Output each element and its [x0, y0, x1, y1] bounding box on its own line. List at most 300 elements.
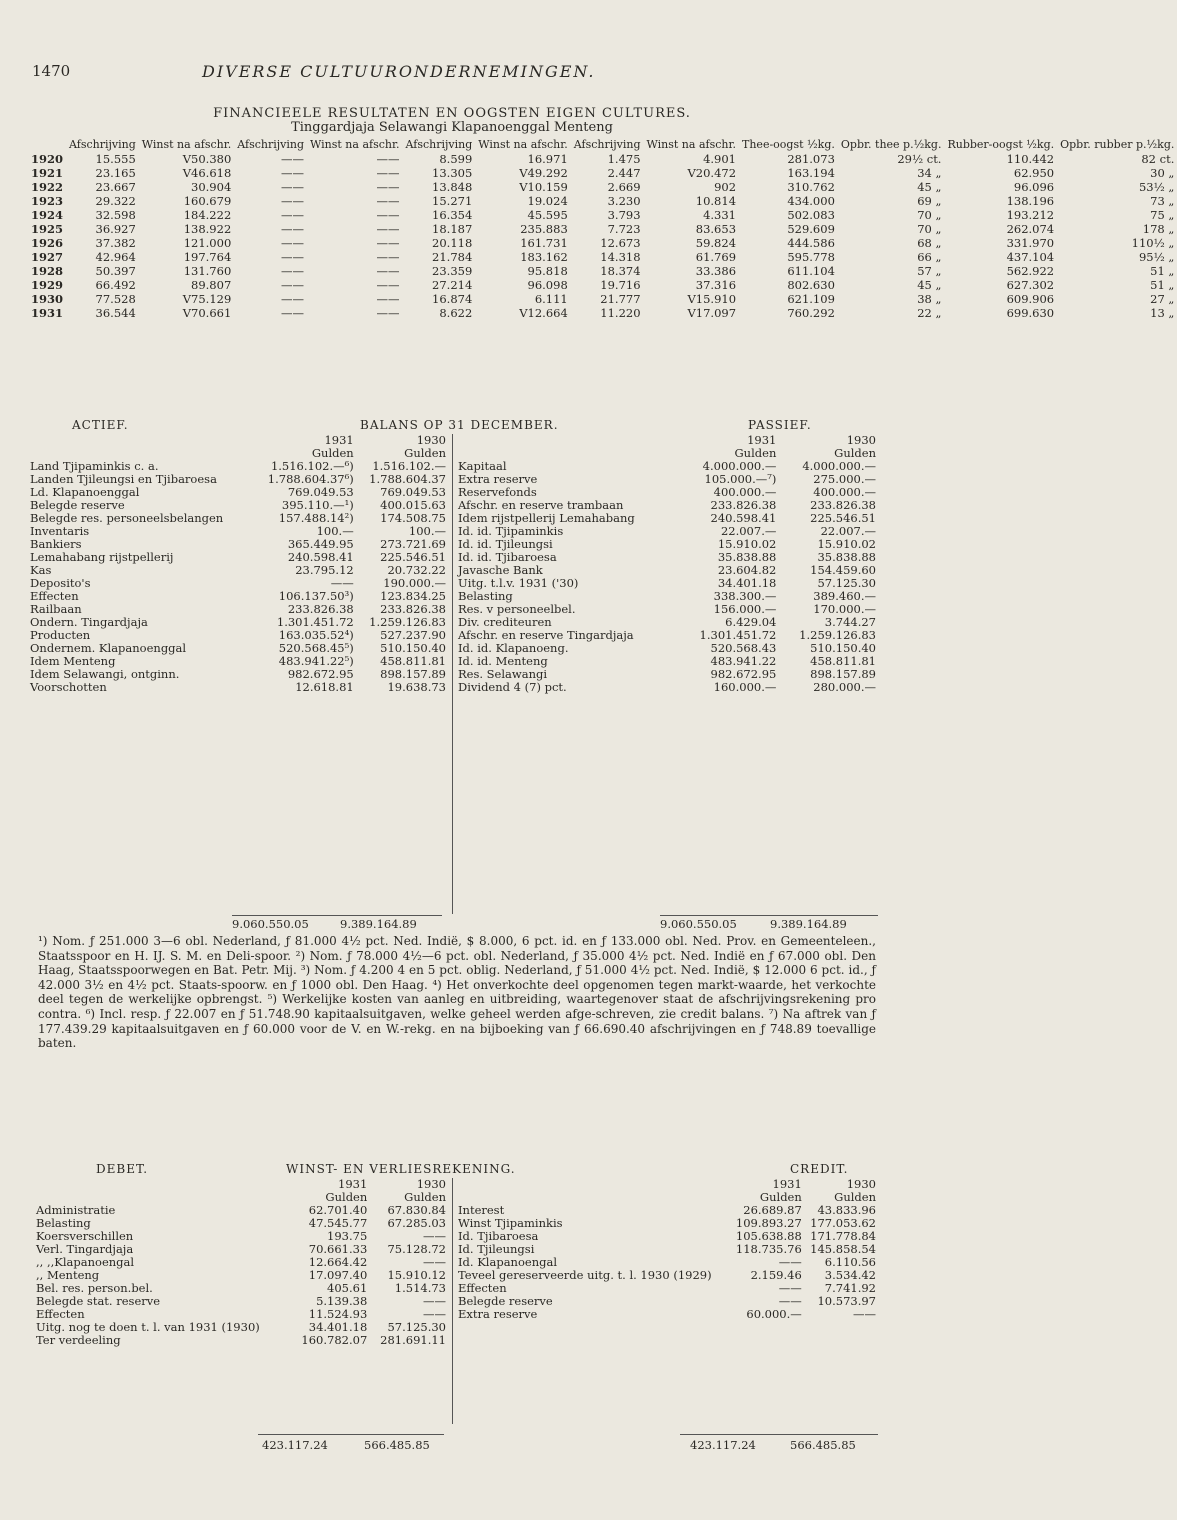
- fin-subtitle: Tinggardjaja Selawangi Klapanoenggal Menteng: [291, 120, 613, 135]
- fin-col-header: Rubber-oogst ½kg.: [947, 138, 1055, 151]
- ledger-value-1930: 57.125.30: [387, 1320, 446, 1334]
- fin-col-header: Winst na afschr.: [646, 138, 737, 151]
- ledger-item-label: Ondern. Tingardjaja: [30, 615, 148, 629]
- ledger-value-1931: 160.000.—: [713, 680, 777, 694]
- debet-total-1930: 566.485.85: [364, 1438, 430, 1452]
- table-cell: 11.220: [600, 306, 641, 320]
- ledger-item-label: Teveel gereserveerde uitg. t. l. 1930 (1929): [458, 1268, 712, 1282]
- ledger-value-1931: 12.618.81: [295, 680, 354, 694]
- table-cell: 444.586: [787, 236, 835, 250]
- ledger-value-1931: 118.735.76: [735, 1242, 802, 1256]
- table-cell: 66.492: [95, 278, 136, 292]
- ledger-item-label: Afschr. en reserve Tingardjaja: [458, 628, 634, 642]
- ledger-item-label: ,, Menteng: [36, 1268, 100, 1282]
- fin-body: [28, 152, 1177, 320]
- table-cell: ——: [281, 194, 305, 208]
- ledger-value-1930: 898.157.89: [380, 667, 446, 681]
- table-cell: 197.764: [183, 250, 232, 264]
- ledger-item-label: Kapitaal: [458, 459, 507, 473]
- ledger-value-1931: ——: [330, 576, 354, 590]
- table-cell: 38 „: [917, 292, 942, 306]
- year-cell: 1930: [31, 292, 64, 306]
- ledger-value-1931: 157.488.14²): [278, 511, 354, 525]
- fin-title: FINANCIEELE RESULTATEN EN OOGSTEN EIGEN CULTURES.: [213, 106, 691, 121]
- ledger-value-1931: 4.000.000.—: [702, 459, 777, 473]
- ledger-value-1931: 156.000.—: [713, 602, 777, 616]
- ledger-value-1930: 154.459.60: [810, 563, 876, 577]
- ledger-value-1930: 35.838.88: [817, 550, 876, 564]
- table-row: [28, 166, 1177, 180]
- fin-col-header: Opbr. thee p.½kg.: [840, 138, 942, 151]
- table-cell: 21.784: [432, 250, 473, 264]
- footnotes: ¹) Nom. ƒ 251.000 3—6 obl. Nederland, ƒ 81.000 4½ pct. Ned. Indië, $ 8.000, 6 pct. id. en ƒ 133.000 obl. Ned. Prov. en Gemeenteleen., Staatsspoor en H. IJ. S. M. en Deli-spoor. ²) Nom. ƒ 78.000 4½—6 pct. obl. Nederland, ƒ 35.000 4½ pct. Ned. Indië en ƒ 67.000 obl. Den Haag, Staatsspoorwegen en Bat. Petr. Mij. ³) Nom. ƒ 4.200 4 en 5 pct. oblig. Nederland, ƒ 51.000 4½ pct. Ned. Indië, $ 12.000 6 pct. id., ƒ 42.000 3½ en 4½ pct. Staats-spoorw. en ƒ 1000 obl. Den Haag. ⁴) Het onverkochte deel opgenomen tegen markt-waarde, het verkochte deel tegen de werkelijke opbrengst. ⁵) Werkelijke kosten van aanleg en uitbreiding, waartegenover staat de afschrijvingsrekening pro contra. ⁶) Incl. resp. ƒ 22.007 en ƒ 51.748.90 kapitaalsuitgaven, welke geheel werden afge-schreven, zie credit balans. ⁷) Na aftrek van ƒ 177.439.29 kapitaalsuitgaven en ƒ 60.000 voor de V. en W.-rekg. en na bijboeking van ƒ 66.690.40 afschrijvingen en ƒ 748.89 toevallige baten.: [38, 934, 876, 1051]
- table-cell: 51 „: [1150, 278, 1175, 292]
- table-cell: 3.230: [607, 194, 641, 208]
- ledger-row: [34, 1204, 448, 1217]
- passief-year-1931: 1931: [747, 433, 777, 447]
- table-cell: ——: [281, 152, 305, 166]
- ledger-value-1930: 67.285.03: [387, 1216, 446, 1230]
- ledger-value-1930: 1.788.604.37: [369, 472, 446, 486]
- ledger-item-label: Res. Selawangi: [458, 667, 548, 681]
- ledger-value-1931: 193.75: [327, 1229, 368, 1243]
- table-cell: 73 „: [1150, 194, 1175, 208]
- ledger-value-1930: ——: [423, 1255, 446, 1269]
- ledger-value-1931: 982.672.95: [287, 667, 354, 681]
- ledger-value-1931: 23.795.12: [295, 563, 354, 577]
- table-cell: 30.904: [191, 180, 232, 194]
- table-cell: 235.883: [520, 222, 568, 236]
- table-cell: 66 „: [917, 250, 942, 264]
- actief-head-blank: [28, 434, 253, 447]
- running-header: [32, 62, 864, 86]
- ledger-value-1931: 105.000.—⁷): [704, 472, 777, 486]
- ledger-value-1931: 163.035.52⁴): [278, 628, 354, 642]
- table-cell: 18.187: [432, 222, 473, 236]
- table-cell: 36.927: [95, 222, 136, 236]
- actief-year-1931: 1931: [324, 433, 354, 447]
- table-cell: 13.305: [432, 166, 473, 180]
- ledger-value-1930: 15.910.12: [387, 1268, 446, 1282]
- table-row: [28, 222, 1177, 236]
- table-cell: V17.097: [687, 306, 737, 320]
- table-cell: 4.901: [703, 152, 737, 166]
- table-cell: 82 ct.: [1141, 152, 1175, 166]
- table-cell: 27 „: [1150, 292, 1175, 306]
- table-cell: 178 „: [1142, 222, 1175, 236]
- year-cell: 1923: [31, 194, 64, 208]
- ledger-value-1930: 6.110.56: [824, 1255, 876, 1269]
- ledger-value-1930: 281.691.11: [380, 1333, 446, 1347]
- passief-total-rule: [660, 915, 878, 916]
- fin-header-year: [28, 138, 66, 152]
- table-cell: 902: [714, 180, 737, 194]
- table-cell: ——: [281, 180, 305, 194]
- ledger-item-label: Res. v personeelbel.: [458, 602, 576, 616]
- ledger-value-1931: 160.782.07: [301, 1333, 368, 1347]
- ledger-value-1931: 11.524.93: [308, 1307, 368, 1321]
- passief-unit-1931: Gulden: [734, 446, 777, 460]
- ledger-value-1931: 338.300.—: [713, 589, 777, 603]
- ledger-item-label: Effecten: [30, 589, 79, 603]
- table-cell: 32.598: [95, 208, 136, 222]
- ledger-value-1931: 5.139.38: [316, 1294, 368, 1308]
- table-cell: 760.292: [787, 306, 835, 320]
- table-cell: 50.397: [95, 264, 136, 278]
- passief-unit-1930: Gulden: [834, 446, 876, 460]
- table-row: [28, 306, 1177, 320]
- debet-total-1931: 423.117.24: [262, 1438, 328, 1452]
- table-cell: ——: [376, 250, 400, 264]
- table-cell: 23.165: [95, 166, 136, 180]
- fin-col-header: Winst na afschr.: [310, 138, 400, 151]
- ledger-value-1931: 1.301.451.72: [276, 615, 354, 629]
- table-cell: 22 „: [917, 306, 942, 320]
- ledger-value-1931: 483.941.22: [710, 654, 777, 668]
- table-cell: ——: [376, 236, 400, 250]
- ledger-value-1931: 1.516.102.—⁶): [270, 459, 354, 473]
- ledger-row: [28, 512, 448, 525]
- year-cell: 1927: [31, 250, 64, 264]
- ledger-item-label: Idem rijstpellerij Lemahabang: [458, 511, 635, 525]
- fin-col-header: Afschrijving: [69, 138, 136, 151]
- ledger-item-label: Ld. Klapanoenggal: [30, 485, 140, 499]
- ledger-value-1931: 60.000.—: [746, 1307, 802, 1321]
- ledger-value-1930: 190.000.—: [383, 576, 446, 590]
- ledger-value-1930: 1.259.126.83: [369, 615, 446, 629]
- table-cell: 310.762: [787, 180, 835, 194]
- year-cell: 1922: [31, 180, 64, 194]
- ledger-item-label: Extra reserve: [458, 472, 538, 486]
- table-cell: 96.098: [527, 278, 568, 292]
- table-cell: 2.669: [607, 180, 641, 194]
- ledger-item-label: Extra reserve: [458, 1307, 538, 1321]
- year-cell: 1925: [31, 222, 64, 236]
- ledger-row: [28, 551, 448, 564]
- debet-year-1931: 1931: [338, 1177, 368, 1191]
- table-cell: ——: [281, 236, 305, 250]
- ledger-item-label: Id. Tjileungsi: [458, 1242, 535, 1256]
- debet-total-rule: [258, 1434, 444, 1435]
- ledger-value-1931: 769.049.53: [287, 485, 354, 499]
- table-cell: V46.618: [182, 166, 232, 180]
- table-cell: 110.442: [1006, 152, 1055, 166]
- ledger-value-1931: 520.568.45⁵): [278, 641, 354, 655]
- table-cell: 77.528: [95, 292, 136, 306]
- ledger-value-1931: 12.664.42: [308, 1255, 368, 1269]
- fin-col-header: Winst na afschr.: [478, 138, 568, 151]
- year-cell: 1920: [31, 152, 64, 166]
- actief-table: [28, 434, 448, 694]
- table-cell: 68 „: [917, 236, 942, 250]
- table-cell: 10.814: [695, 194, 737, 208]
- table-cell: 29½ ct.: [897, 152, 942, 166]
- ledger-value-1930: 171.778.84: [810, 1229, 876, 1243]
- passief-year-1930: 1930: [846, 433, 876, 447]
- ledger-item-label: ,, ,,Klapanoengal: [36, 1255, 135, 1269]
- table-cell: 19.024: [527, 194, 568, 208]
- ledger-value-1930: 57.125.30: [817, 576, 876, 590]
- ledger-item-label: Id. id. Tjileungsi: [458, 537, 553, 551]
- balans-title: BALANS OP 31 DECEMBER.: [360, 418, 559, 432]
- ledger-item-label: Effecten: [36, 1307, 85, 1321]
- table-cell: 802.630: [787, 278, 835, 292]
- table-cell: 1.475: [607, 152, 641, 166]
- table-cell: 20.118: [432, 236, 473, 250]
- table-cell: 183.162: [520, 250, 568, 264]
- page-number: 1470: [32, 62, 71, 80]
- table-cell: V20.472: [687, 166, 737, 180]
- actief-label: ACTIEF.: [72, 418, 129, 432]
- table-cell: ——: [376, 278, 400, 292]
- ledger-value-1930: 275.000.—: [813, 472, 876, 486]
- debet-year-1930: 1930: [416, 1177, 446, 1191]
- table-cell: ——: [376, 194, 400, 208]
- ledger-item-label: Belegde reserve: [458, 1294, 553, 1308]
- table-cell: 131.760: [183, 264, 232, 278]
- year-cell: 1931: [31, 306, 64, 320]
- table-cell: 331.970: [1006, 236, 1055, 250]
- ledger-item-label: Effecten: [458, 1281, 507, 1295]
- table-cell: 434.000: [787, 194, 835, 208]
- ledger-item-label: Voorschotten: [30, 680, 107, 694]
- table-cell: 562.922: [1006, 264, 1055, 278]
- table-row: [28, 152, 1177, 166]
- table-cell: 62.950: [1013, 166, 1055, 180]
- table-cell: 37.382: [95, 236, 136, 250]
- ledger-row: [456, 1269, 878, 1282]
- ledger-value-1931: 109.893.27: [735, 1216, 802, 1230]
- ledger-item-label: Belegde stat. reserve: [36, 1294, 161, 1308]
- table-cell: 110½ „: [1131, 236, 1175, 250]
- table-cell: 45.595: [527, 208, 568, 222]
- table-row: [28, 194, 1177, 208]
- ledger-item-label: Administratie: [36, 1203, 116, 1217]
- ledger-item-label: Producten: [30, 628, 91, 642]
- table-cell: 23.667: [95, 180, 136, 194]
- table-cell: 95½ „: [1138, 250, 1175, 264]
- table-cell: ——: [281, 222, 305, 236]
- table-cell: 18.374: [600, 264, 641, 278]
- ledger-item-label: Landen Tjileungsi en Tjibaroesa: [30, 472, 217, 486]
- ledger-value-1930: ——: [423, 1307, 446, 1321]
- table-cell: 8.622: [439, 306, 473, 320]
- ledger-value-1931: 70.661.33: [308, 1242, 368, 1256]
- ledger-value-1931: 47.545.77: [308, 1216, 368, 1230]
- ledger-value-1930: 3.534.42: [824, 1268, 876, 1282]
- ledger-item-label: Belegde reserve: [30, 498, 125, 512]
- ledger-item-label: Belasting: [36, 1216, 91, 1230]
- ledger-item-label: Ter verdeeling: [36, 1333, 121, 1347]
- table-cell: 19.716: [600, 278, 641, 292]
- ledger-value-1931: 35.838.88: [717, 550, 777, 564]
- ledger-row: [456, 1308, 878, 1321]
- table-cell: 33.386: [695, 264, 737, 278]
- table-cell: 21.777: [600, 292, 641, 306]
- fin-col-header: Afschrijving: [573, 138, 641, 151]
- table-cell: V49.292: [519, 166, 568, 180]
- table-cell: ——: [376, 152, 400, 166]
- table-cell: 37.316: [695, 278, 737, 292]
- ledger-value-1930: 898.157.89: [810, 667, 876, 681]
- ledger-value-1931: 2.159.46: [750, 1268, 802, 1282]
- table-cell: 89.807: [191, 278, 232, 292]
- table-cell: 138.922: [183, 222, 232, 236]
- ledger-item-label: Belegde res. personeelsbelangen: [30, 511, 224, 525]
- ledger-item-label: Deposito's: [30, 576, 91, 590]
- balans-divider: [452, 434, 453, 914]
- table-cell: 16.971: [527, 152, 568, 166]
- ledger-item-label: Id. id. Tjibaroesa: [458, 550, 557, 564]
- ledger-item-label: Belasting: [458, 589, 513, 603]
- ledger-item-label: Id. id. Tjipaminkis: [458, 524, 564, 538]
- table-cell: 59.824: [695, 236, 737, 250]
- table-row: [28, 292, 1177, 306]
- table-cell: 13 „: [1150, 306, 1175, 320]
- ledger-value-1930: 280.000.—: [813, 680, 876, 694]
- table-cell: 163.194: [787, 166, 835, 180]
- ledger-value-1930: 510.150.40: [380, 641, 446, 655]
- table-cell: 30 „: [1150, 166, 1175, 180]
- ledger-item-label: Id. id. Klapanoeng.: [458, 641, 569, 655]
- table-cell: 57 „: [917, 264, 942, 278]
- table-cell: 699.630: [1006, 306, 1055, 320]
- fin-col-header: Winst na afschr.: [141, 138, 232, 151]
- table-cell: 6.111: [534, 292, 568, 306]
- year-cell: 1921: [31, 166, 64, 180]
- ledger-value-1930: 4.000.000.—: [802, 459, 876, 473]
- table-cell: 45 „: [917, 278, 942, 292]
- ledger-value-1931: ——: [778, 1294, 802, 1308]
- passief-table: [456, 434, 878, 694]
- ledger-value-1931: 1.301.451.72: [699, 628, 777, 642]
- ledger-row: [34, 1334, 448, 1347]
- ledger-item-label: Id. id. Menteng: [458, 654, 548, 668]
- ledger-value-1930: 7.741.92: [824, 1281, 876, 1295]
- table-row: [28, 250, 1177, 264]
- table-cell: 529.609: [787, 222, 835, 236]
- actief-total-1931: 9.060.550.05: [232, 917, 309, 931]
- fin-col-header: Opbr. rubber p.½kg.: [1060, 138, 1175, 151]
- table-cell: 23.359: [432, 264, 473, 278]
- table-cell: 51 „: [1150, 264, 1175, 278]
- table-cell: 193.212: [1006, 208, 1055, 222]
- ledger-value-1930: 389.460.—: [813, 589, 876, 603]
- ledger-value-1930: 20.732.22: [387, 563, 446, 577]
- debet-head-blank: [34, 1178, 291, 1191]
- ledger-item-label: Land Tjipaminkis c. a.: [30, 459, 159, 473]
- table-cell: V70.661: [182, 306, 232, 320]
- table-row: [28, 180, 1177, 194]
- table-cell: 161.731: [520, 236, 568, 250]
- credit-total-1931: 423.117.24: [690, 1438, 756, 1452]
- year-cell: 1924: [31, 208, 64, 222]
- table-cell: 75 „: [1150, 208, 1175, 222]
- credit-label: CREDIT.: [790, 1162, 849, 1176]
- ledger-value-1931: 233.826.38: [287, 602, 354, 616]
- fin-col-header: Afschrijving: [405, 138, 473, 151]
- table-cell: ——: [281, 306, 305, 320]
- ledger-value-1930: 233.826.38: [810, 498, 876, 512]
- debet-unit-1930: Gulden: [404, 1190, 446, 1204]
- ledger-item-label: Uitg. nog te doen t. l. van 1931 (1930): [36, 1320, 260, 1334]
- debet-label: DEBET.: [96, 1162, 149, 1176]
- table-cell: ——: [376, 180, 400, 194]
- ledger-value-1930: 3.744.27: [824, 615, 876, 629]
- table-cell: 83.653: [695, 222, 737, 236]
- table-cell: 70 „: [917, 222, 942, 236]
- ledger-value-1930: 145.858.54: [810, 1242, 876, 1256]
- wv-divider: [452, 1178, 453, 1424]
- table-cell: V12.664: [519, 306, 568, 320]
- ledger-value-1931: 365.449.95: [287, 537, 354, 551]
- table-cell: ——: [376, 208, 400, 222]
- ledger-value-1930: 458.811.81: [380, 654, 446, 668]
- table-cell: ——: [376, 222, 400, 236]
- table-cell: 502.083: [787, 208, 835, 222]
- table-cell: 70 „: [917, 208, 942, 222]
- ledger-value-1930: 458.811.81: [810, 654, 876, 668]
- table-cell: 53½ „: [1138, 180, 1175, 194]
- fin-header-row: [28, 138, 1177, 152]
- actief-unit-1931: Gulden: [311, 446, 354, 460]
- ledger-value-1930: 22.007.—: [820, 524, 876, 538]
- passief-label: PASSIEF.: [748, 418, 812, 432]
- ledger-value-1931: 1.788.604.37⁶): [267, 472, 354, 486]
- table-cell: ——: [376, 292, 400, 306]
- table-row: [28, 278, 1177, 292]
- credit-unit-1930: Gulden: [834, 1190, 876, 1204]
- ledger-value-1931: 17.097.40: [308, 1268, 368, 1282]
- table-cell: 69 „: [917, 194, 942, 208]
- year-cell: 1926: [31, 236, 64, 250]
- ledger-row: [456, 681, 878, 694]
- ledger-value-1930: ——: [423, 1229, 446, 1243]
- table-cell: V15.910: [687, 292, 737, 306]
- table-cell: 42.964: [95, 250, 136, 264]
- credit-total-1930: 566.485.85: [790, 1438, 856, 1452]
- financial-results-table: [28, 138, 1177, 320]
- ledger-value-1931: 405.61: [327, 1281, 368, 1295]
- ledger-value-1931: 240.598.41: [710, 511, 777, 525]
- table-cell: 15.555: [95, 152, 136, 166]
- table-cell: ——: [376, 306, 400, 320]
- table-cell: 13.848: [432, 180, 473, 194]
- ledger-value-1931: 26.689.87: [743, 1203, 802, 1217]
- credit-unit-1931: Gulden: [759, 1190, 802, 1204]
- table-cell: 16.354: [432, 208, 473, 222]
- table-cell: 609.906: [1006, 292, 1055, 306]
- ledger-item-label: Id. Tjibaroesa: [458, 1229, 539, 1243]
- ledger-value-1930: 233.826.38: [380, 602, 446, 616]
- passief-head-blank: [456, 434, 679, 447]
- ledger-value-1931: 106.137.50³): [278, 589, 354, 603]
- ledger-value-1931: 23.604.82: [717, 563, 777, 577]
- table-cell: 281.073: [787, 152, 835, 166]
- ledger-value-1930: 1.259.126.83: [799, 628, 876, 642]
- table-cell: 627.302: [1006, 278, 1055, 292]
- table-cell: ——: [376, 166, 400, 180]
- ledger-value-1931: 520.568.43: [710, 641, 777, 655]
- ledger-value-1930: 177.053.62: [810, 1216, 876, 1230]
- ledger-value-1931: 6.429.04: [725, 615, 777, 629]
- table-cell: 3.793: [607, 208, 641, 222]
- ledger-value-1930: 225.546.51: [810, 511, 876, 525]
- ledger-value-1930: 527.237.90: [380, 628, 446, 642]
- ledger-value-1931: 105.638.88: [735, 1229, 802, 1243]
- table-cell: ——: [281, 278, 305, 292]
- year-cell: 1928: [31, 264, 64, 278]
